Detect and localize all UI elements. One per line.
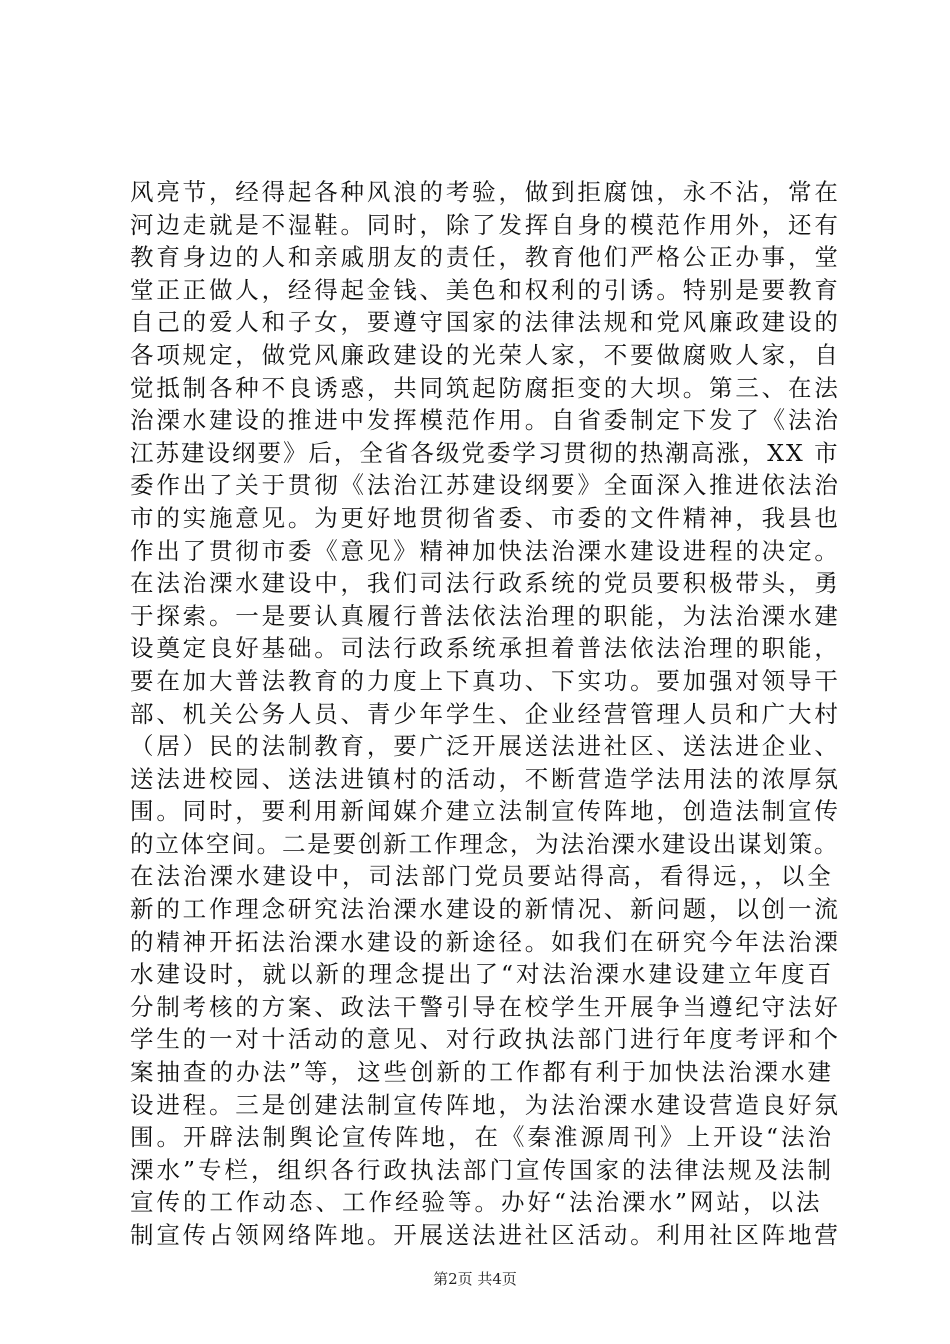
text-line: （居）民的法制教育，要广泛开展送法进社区、送法进企业、: [130, 732, 841, 761]
text-line: 围。同时，要利用新闻媒介建立法制宣传阵地，创造法制宣传: [130, 797, 841, 826]
text-line: 教育身边的人和亲戚朋友的责任，教育他们严格公正办事，堂: [130, 243, 841, 272]
text-line: 觉抵制各种不良诱惑，共同筑起防腐拒变的大坝。第三、在法: [130, 373, 841, 402]
text-line: 设进程。三是创建法制宣传阵地，为法治溧水建设营造良好氛: [130, 1090, 841, 1119]
text-line: 宣传的工作动态、工作经验等。办好“法治溧水”网站，以法: [130, 1188, 823, 1217]
text-line: 堂正正做人，经得起金钱、美色和权利的引诱。特别是要教育: [130, 275, 841, 304]
body-text: [130, 176, 840, 1252]
text-line: 设奠定良好基础。司法行政系统承担着普法依法治理的职能，: [130, 634, 841, 663]
text-line: 要在加大普法教育的力度上下真功、下实功。要加强对领导干: [130, 666, 841, 695]
text-line: 分制考核的方案、政法干警引导在校学生开展争当遵纪守法好: [130, 992, 841, 1021]
text-line: 送法进校园、送法进镇村的活动，不断营造学法用法的浓厚氛: [130, 764, 841, 793]
text-line: 水建设时，就以新的理念提出了“对法治溧水建设建立年度百: [130, 960, 835, 989]
text-line: 围。开辟法制舆论宣传阵地，在《秦淮源周刊》上开设“法治: [130, 1123, 835, 1152]
text-line: 部、机关公务人员、青少年学生、企业经营管理人员和广大村: [130, 699, 841, 728]
text-line: 的精神开拓法治溧水建设的新途径。如我们在研究今年法治溧: [130, 927, 841, 956]
text-line: 治溧水建设的推进中发挥模范作用。自省委制定下发了《法治: [130, 406, 841, 435]
text-line: 于探索。一是要认真履行普法依法治理的职能，为法治溧水建: [130, 601, 841, 630]
text-line: 制宣传占领网络阵地。开展送法进社区活动。利用社区阵地营: [130, 1221, 841, 1249]
text-line: 新的工作理念研究法治溧水建设的新情况、新问题，以创一流: [130, 895, 841, 924]
text-line: 风亮节，经得起各种风浪的考验，做到拒腐蚀，永不沾，常在: [130, 178, 841, 206]
text-line: 案抽查的办法”等，这些创新的工作都有利于加快法治溧水建: [130, 1058, 835, 1087]
text-line: 作出了贯彻市委《意见》精神加快法治溧水建设进程的决定。: [130, 536, 841, 565]
text-line: 自己的爱人和子女，要遵守国家的法律法规和党风廉政建设的: [130, 308, 841, 337]
text-line: 在法治溧水建设中，我们司法行政系统的党员要积极带头，勇: [130, 569, 841, 598]
text-line: 市的实施意见。为更好地贯彻省委、市委的文件精神，我县也: [130, 503, 841, 532]
text-line: 学生的一对十活动的意见、对行政执法部门进行年度考评和个: [130, 1025, 841, 1054]
text-line: 江苏建设纲要》后，全省各级党委学习贯彻的热潮高涨，XX 市: [130, 438, 840, 467]
text-line: 各项规定，做党风廉政建设的光荣人家，不要做腐败人家，自: [130, 340, 841, 369]
text-line: 的立体空间。二是要创新工作理念，为法治溧水建设出谋划策。: [130, 829, 840, 858]
text-line: 委作出了关于贯彻《法治江苏建设纲要》全面深入推进依法治: [130, 471, 841, 500]
text-line: 河边走就是不湿鞋。同时，除了发挥自身的模范作用外，还有: [130, 210, 841, 239]
page-footer: 第2页 共4页: [433, 1270, 517, 1288]
text-line: 在法治溧水建设中，司法部门党员要站得高，看得远，，以全: [130, 862, 834, 891]
text-line: 溧水”专栏，组织各行政执法部门宣传国家的法律法规及法制: [130, 1155, 835, 1184]
